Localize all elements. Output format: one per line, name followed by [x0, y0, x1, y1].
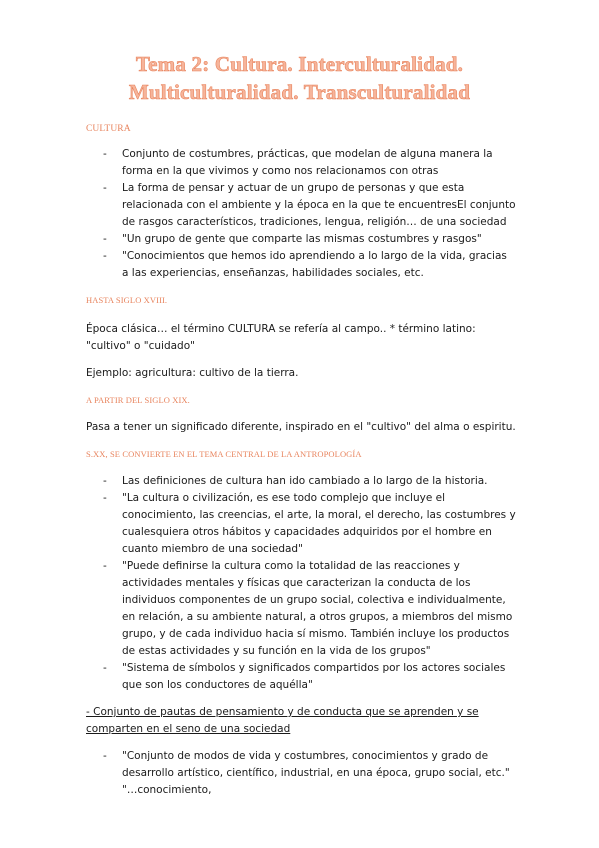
list-item: - "La cultura o civilización, es ese todo complejo que incluye el conocimiento, las creencias, el arte, la moral, el derecho, las costumbres y cualesquiera otros hábitos y capacidades adquiridos por el hombre en cuanto miembro de una sociedad" [86, 490, 516, 558]
list-item: - "Un grupo de gente que comparte las mismas costumbres y rasgos" [86, 231, 516, 248]
list-item: - "Sistema de símbolos y significados compartidos por los actores sociales que son los conductores de aquélla" [86, 660, 516, 694]
list-item: - Conjunto de costumbres, prácticas, que modelan de alguna manera la forma en la que vivimos y como nos relacionamos con otras [86, 146, 516, 180]
paragraph: Ejemplo: agricultura: cultivo de la tierra. [86, 367, 299, 379]
section-heading-sxx: S.XX, SE CONVIERTE EN EL TEMA CENTRAL DE LA ANTROPOLOGÍA [86, 449, 362, 459]
cultura-list [86, 146, 516, 282]
document-body [86, 121, 516, 799]
paragraph: Pasa a tener un significado diferente, inspirado en el "cultivo" del alma o espiritu. [86, 421, 516, 433]
title-line-1: Tema 2: Cultura. Interculturalidad. [135, 52, 464, 76]
section-heading-cultura: CULTURA [86, 124, 131, 134]
list-item: - Las definiciones de cultura han ido cambiado a lo largo de la historia. [86, 473, 516, 490]
section-heading-apartir: A PARTIR DEL SIGLO XIX. [86, 395, 190, 405]
section-heading-hasta: HASTA SIGLO XVIII. [86, 295, 168, 305]
document-title [0, 50, 599, 106]
conjunto-list [86, 748, 516, 799]
list-item: - La forma de pensar y actuar de un grupo de personas y que esta relacionada con el ambiente y la época en la que te encuentresEl conjunto de rasgos característicos, tradiciones, lengua, religión… de una sociedad [86, 180, 516, 231]
title-line-2: Multiculturalidad. Transculturalidad [128, 80, 471, 104]
sxx-list [86, 473, 516, 694]
paragraph: Época clásica… el término CULTURA se refería al campo.. * término latino: "cultivo" o "cuidado" [86, 323, 476, 352]
list-item: - "Conocimientos que hemos ido aprendiendo a lo largo de la vida, gracias a las experiencias, enseñanzas, habilidades sociales, etc. [86, 248, 516, 282]
list-item: - "Puede definirse la cultura como la totalidad de las reacciones y actividades mentales y físicas que caracterizan la conducta de los individuos componentes de un grupo social, colectiva e individualmente, en relación, a su ambiente natural, a otros grupos, a miembros del mismo grupo, y de cada individuo hacia sí mismo. También incluye los productos de estas actividades y su función en la vida de los grupos" [86, 558, 516, 660]
underlined-definition: - Conjunto de pautas de pensamiento y de conducta que se aprenden y se comparten en el seno de una sociedad [86, 706, 479, 735]
list-item: - "Conjunto de modos de vida y costumbres, conocimientos y grado de desarrollo artístico, científico, industrial, en una época, grupo social, etc." "…conocimiento, [86, 748, 516, 799]
